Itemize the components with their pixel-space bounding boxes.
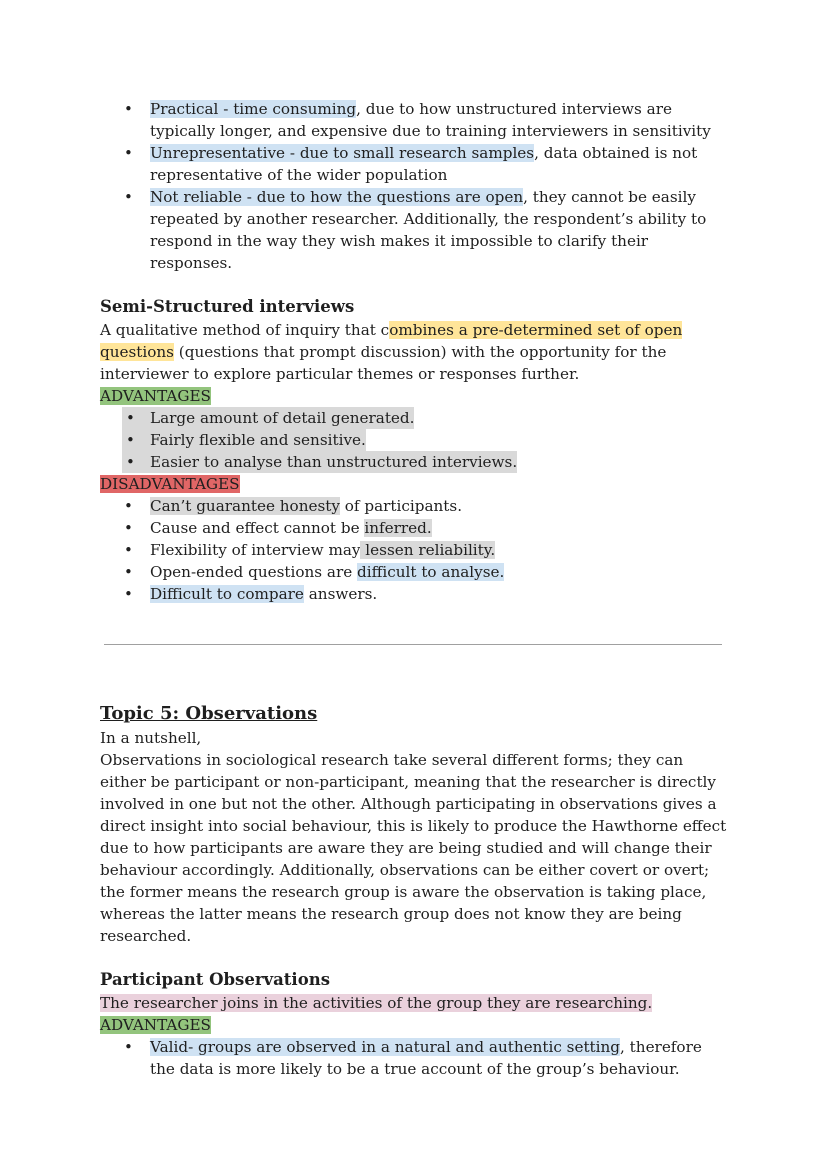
advantages-label: ADVANTAGES: [100, 1016, 211, 1034]
bullet-icon: •: [124, 563, 133, 581]
horizontal-divider: [104, 644, 722, 645]
disadvantages-list: [100, 495, 730, 605]
bullet-icon: •: [124, 1038, 133, 1056]
bullet-icon: •: [124, 541, 133, 559]
list-item: • Fairly flexible and sensitive.: [122, 429, 730, 451]
list-item: • Large amount of detail generated.: [122, 407, 730, 429]
topic-heading: Topic 5: Observations: [100, 703, 318, 724]
list-item: • Valid- groups are observed in a natural and authentic setting, therefore the data is more likely to be a true account of the group’s behaviour.: [124, 1038, 702, 1078]
section-heading: Semi-Structured interviews: [100, 297, 355, 316]
list-item: • Practical - time consuming, due to how unstructured interviews are typically longer, and expensive due to training interviewers in sensitivity: [124, 100, 711, 140]
topic-5-section: [100, 701, 730, 1080]
bullet-icon: •: [124, 585, 133, 603]
list-item: • Difficult to compare answers.: [124, 585, 378, 603]
page-top: [100, 98, 730, 605]
bullet-icon: •: [126, 453, 135, 471]
intro-text: In a nutshell,: [100, 729, 202, 747]
bullet-icon: •: [124, 144, 133, 162]
definition-paragraph: The researcher joins in the activities of the group they are researching.: [100, 994, 653, 1012]
bullet-icon: •: [124, 100, 133, 118]
advantages-list: [100, 1036, 730, 1080]
unstructured-disadvantages-list: [100, 98, 730, 274]
bullet-icon: •: [124, 519, 133, 537]
section-heading: Participant Observations: [100, 970, 330, 989]
advantages-list: [100, 407, 730, 473]
bullet-icon: •: [124, 497, 133, 515]
bullet-icon: •: [126, 409, 135, 427]
bullet-icon: •: [126, 431, 135, 449]
advantages-label: ADVANTAGES: [100, 387, 211, 405]
list-item: • Open-ended questions are difficult to analyse.: [124, 563, 505, 581]
list-item: • Easier to analyse than unstructured interviews.: [122, 451, 730, 473]
bullet-icon: •: [124, 188, 133, 206]
list-item: • Can’t guarantee honesty of participants.: [124, 497, 463, 515]
list-item: • Cause and effect cannot be inferred.: [124, 519, 432, 537]
disadvantages-label: DISADVANTAGES: [100, 475, 240, 493]
list-item: • Not reliable - due to how the questions are open, they cannot be easily repeated by another researcher. Additionally, the respondent’s ability to respond in the way they wish makes it impossible to clarify their responses.: [124, 188, 707, 272]
list-item: • Unrepresentative - due to small research samples, data obtained is not representative of the wider population: [124, 144, 698, 184]
body-paragraph: Observations in sociological research take several different forms; they can either be participant or non-participant, meaning that the researcher is directly involved in one but not the other. Although participating in observations gives a direct insight into social behaviour, this is likely to produce the Hawthorne effect due to how participants are aware they are being studied and will change their behaviour accordingly. Additionally, observations can be either covert or overt; the former means the research group is aware the observation is taking place, whereas the latter means the research group does not know they are being researched.: [100, 751, 727, 945]
definition-paragraph: A qualitative method of inquiry that combines a pre-determined set of open questions (questions that prompt discussion) with the opportunity for the interviewer to explore particular themes or responses further.: [100, 321, 683, 383]
list-item: • Flexibility of interview may lessen reliability.: [124, 541, 496, 559]
